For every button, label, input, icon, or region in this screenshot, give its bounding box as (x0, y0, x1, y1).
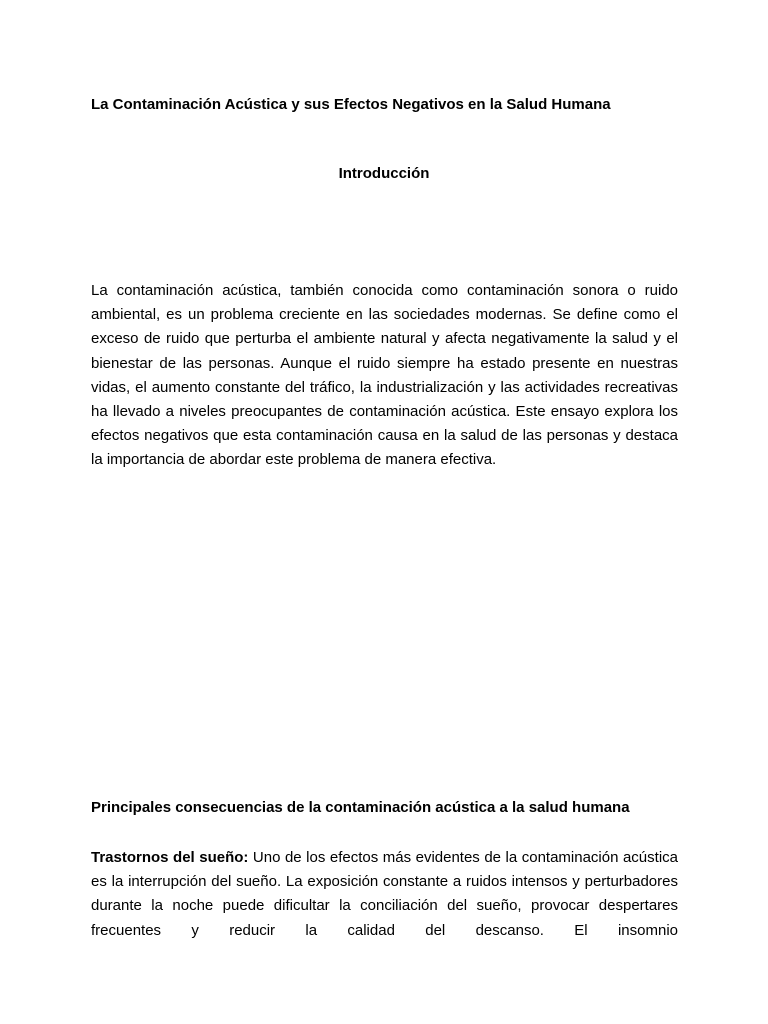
sleep-disorders-text: Uno de los efectos más evidentes de la contaminación acústica es la interrupción del sueño. La exposición constante a ruidos intensos y perturbadores durante la noche puede dificultar la conciliación del sueño, provocar despertares frecuentes y reducir la calidad del descanso. El insomnio (91, 849, 678, 939)
introduction-heading: Introducción (338, 165, 430, 182)
consequences-heading: Principales consecuencias de la contaminación acústica a la salud humana (91, 799, 630, 816)
introduction-paragraph: La contaminación acústica, también conocida como contaminación sonora o ruido ambiental, es un problema creciente en las sociedades modernas. Se define como el exceso de ruido que perturba el ambiente natural y afecta negativamente la salud y el bienestar de las personas. Aunque el ruido siempre ha estado presente en nuestras vidas, el aumento constante del tráfico, la industrialización y las actividades recreativas ha llevado a niveles preocupantes de contaminación acústica. Este ensayo explora los efectos negativos que esta contaminación causa en la salud de las personas y destaca la importancia de abordar este problema de manera efectiva. (91, 282, 678, 469)
document-title: La Contaminación Acústica y sus Efectos Negativos en la Salud Humana (91, 96, 611, 113)
sleep-disorders-lead: Trastornos del sueño: (91, 849, 249, 866)
sleep-disorders-paragraph (91, 846, 678, 943)
